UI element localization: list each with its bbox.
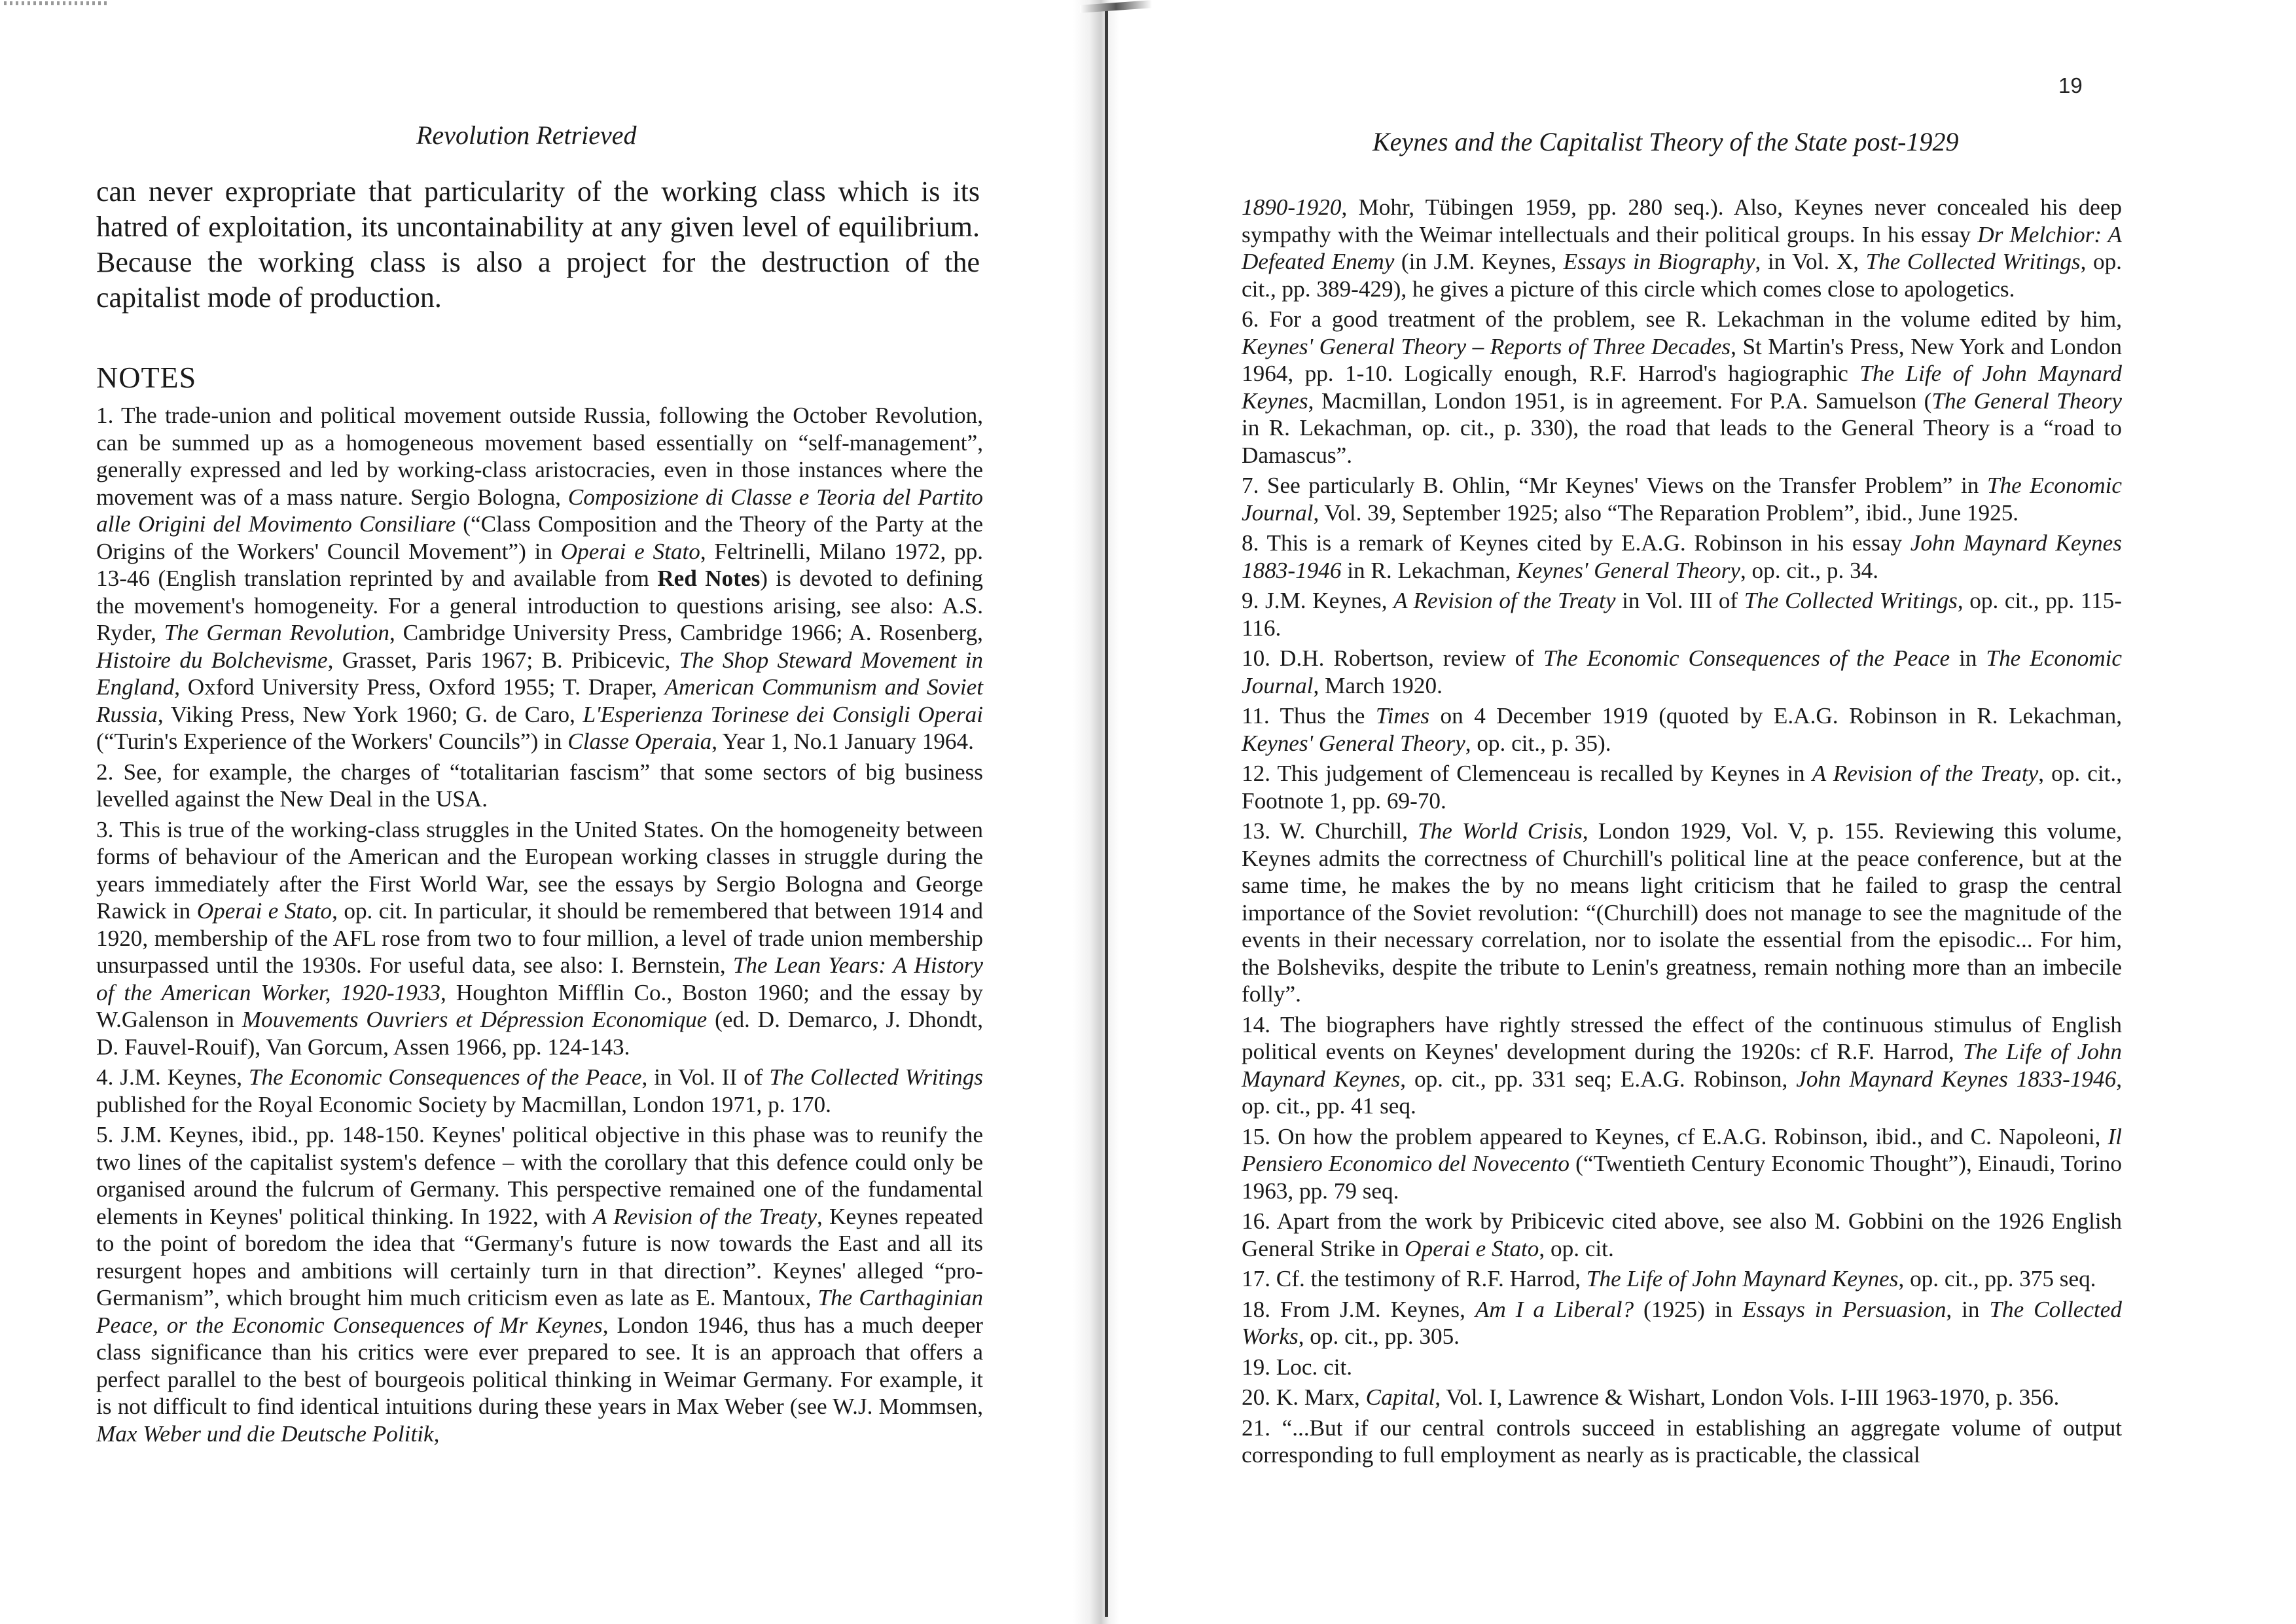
notes-heading: NOTES bbox=[96, 361, 197, 394]
note-text: , op. cit. bbox=[1539, 1235, 1614, 1261]
note-text: 16. Apart from the work by Pribicevic cited above, see also M. Gobbini on the 1926 English General Strike in bbox=[1242, 1208, 2122, 1261]
note-title: Keynes' General Theory bbox=[1516, 557, 1740, 583]
note-title: Essays in Biography bbox=[1563, 249, 1755, 274]
note-title: The Economic Consequences of the Peace bbox=[1543, 645, 1950, 671]
note bbox=[1242, 702, 2122, 757]
note-text: , op. cit., pp. 375 seq. bbox=[1898, 1266, 2096, 1291]
note-text: 21. “...But if our central controls succeed in establishing an aggregate volume of output corresponding to full employment as nearly as is practicable, the classical bbox=[1242, 1415, 2122, 1468]
note-text: , op. cit., pp. 305. bbox=[1298, 1324, 1460, 1349]
note-text: (“Class Composition and the Theory of the Party at the Origins of the Workers' Council Movement”) in bbox=[96, 511, 983, 564]
body-paragraph: can never expropriate that particularity of the working class which is its hatred of exploitation, its uncontainability at any given level of equilibrium. Because the working class is also a project for the destruction of the capitalist mode of production. bbox=[96, 175, 980, 314]
note-title: The Life of John Maynard Keynes bbox=[1242, 361, 2122, 414]
note-title: The World Crisis bbox=[1418, 818, 1583, 844]
note-text: 14. The biographers have rightly stressed the effect of the continuous stimulus of English political events on Keynes' development during the 1920s: cf R.F. Harrod, bbox=[1242, 1011, 2122, 1064]
note-title: The General Theory bbox=[1931, 388, 2122, 414]
note bbox=[1242, 306, 2122, 469]
note-text: , in bbox=[1946, 1296, 1990, 1322]
note-text: in R. Lekachman, op. cit., p. 330), the road that leads to the General Theory is a “road to Damascus”. bbox=[1242, 415, 2122, 468]
note-title: John Maynard Keynes 1883-1946 bbox=[1242, 530, 2122, 583]
note-text: , Year 1, No.1 January 1964. bbox=[711, 729, 974, 754]
note-title: Operai e Stato bbox=[196, 898, 332, 924]
note-title: The Lean Years: A History of the American Worker, 1920-1933 bbox=[96, 952, 983, 1005]
note bbox=[1242, 818, 2122, 1008]
note-text: , March 1920. bbox=[1313, 672, 1443, 698]
note-text: , London 1946, thus has a much deeper class significance than his critics were ever prepared to see. It is an approach that offers a perfect parallel to the best of bourgeois political thinking in Weimar Germany. For example, it is not difficult to find identical intuitions during these years in Max Weber (see W.J. Mommsen, bbox=[96, 1312, 984, 1419]
note-title: Mouvements Ouvriers et Dépression Economique bbox=[242, 1007, 708, 1032]
note-text: ) is devoted to defining the movement's homogeneity. For a general introduction to questions arising, see also: A.S. Ryder, bbox=[96, 566, 983, 645]
note-text: 10. D.H. Robertson, review of bbox=[1242, 645, 1543, 671]
note-text: , Grasset, Paris 1967; B. Pribicevic, bbox=[327, 647, 679, 673]
note-text: , St Martin's Press, New York and London 1964, pp. 1-10. Logically enough, R.F. Harrod's hagiographic bbox=[1242, 333, 2122, 386]
note-text: , Houghton Mifflin Co., Boston 1960; and the essay by W.Galenson in bbox=[96, 979, 983, 1032]
note-text: , Feltrinelli, Milano 1972, pp. 13-46 (English translation reprinted by and available from bbox=[96, 538, 983, 591]
note-title: John Maynard Keynes 1833-1946 bbox=[1796, 1066, 2117, 1092]
note-text: on 4 December 1919 (quoted by E.A.G. Robinson in R. Lekachman, bbox=[1429, 703, 2123, 729]
note-text: , op. cit., pp. 389-429), he gives a picture of this circle which comes close to apologetics. bbox=[1242, 249, 2122, 302]
note-text: , op. cit., pp. 41 seq. bbox=[1242, 1066, 2122, 1119]
note-text: , Keynes repeated to the point of boredom the idea that “Germany's future is now towards the East and all its resurgent hopes and ambitions will certainly turn in that direction”. Keynes' alleged “pro-Germanism”, which brought him much criticism even as late as E. Mantoux, bbox=[96, 1203, 984, 1310]
note-text: 3. This is true of the working-class struggles in the United States. On the homogeneity between forms of behaviour of the American and the European working classes in struggle during the years immediately after the First World War, see the essays by Sergio Bologna and George Rawick in bbox=[96, 816, 983, 924]
note-text: 13. W. Churchill, bbox=[1242, 818, 1418, 844]
note bbox=[1242, 1384, 2122, 1411]
note-title: 1890-1920 bbox=[1242, 194, 1342, 220]
note bbox=[1242, 194, 2122, 302]
note-title: The German Revolution bbox=[164, 620, 389, 645]
note-text: , op. cit. In particular, it should be remembered that between 1914 and 1920, membership of the AFL rose from two to four million, a level of trade union membership unsurpassed until the 1930s. For useful data, see also: I. Bernstein, bbox=[96, 898, 983, 978]
note-text: 11. Thus the bbox=[1242, 703, 1376, 729]
note-title: A Revision of the Treaty bbox=[1812, 761, 2039, 786]
note-text: published for the Royal Economic Society by Macmillan, London 1971, p. 170. bbox=[96, 1091, 831, 1117]
note-title: L'Esperienza Torinese dei Consigli Operai bbox=[583, 701, 983, 727]
note-text: (“Turin's Experience of the Workers' Councils”) in bbox=[96, 729, 568, 754]
note-title: The Collected Works bbox=[1242, 1296, 2123, 1349]
note-title: American Communism and Soviet Russia bbox=[96, 674, 983, 727]
note bbox=[1242, 1208, 2122, 1262]
note-title: The Collected Writings bbox=[769, 1064, 983, 1090]
note-text: 19. Loc. cit. bbox=[1242, 1354, 1353, 1380]
note bbox=[1242, 1354, 2122, 1381]
note-text: , op. cit., Footnote 1, pp. 69-70. bbox=[1242, 761, 2123, 814]
note-title: Times bbox=[1375, 703, 1430, 729]
note-text: , op. cit., pp. 115-116. bbox=[1242, 588, 2122, 641]
note-text: (1925) in bbox=[1634, 1296, 1743, 1322]
note-title: Keynes' General Theory – Reports of Three Decades bbox=[1242, 333, 1731, 359]
note-title: A Revision of the Treaty bbox=[592, 1203, 817, 1229]
note-title: The Life of John Maynard Keynes bbox=[1586, 1266, 1899, 1291]
note-title: Classe Operaia bbox=[567, 729, 712, 754]
note bbox=[1242, 1123, 2122, 1205]
note-emphasis: Red Notes bbox=[657, 566, 761, 591]
note-title: Essays in Persuasion bbox=[1742, 1296, 1946, 1322]
note-text: in Vol. III of bbox=[1615, 588, 1744, 613]
note-text: , in Vol. X, bbox=[1755, 249, 1866, 274]
note-title: The Life of John Maynard Keynes bbox=[1242, 1039, 2122, 1092]
note-text: , Cambridge University Press, Cambridge 1966; A. Rosenberg, bbox=[389, 620, 983, 645]
note-text: 8. This is a remark of Keynes cited by E.A.G. Robinson in his essay bbox=[1242, 530, 1910, 556]
note-title: Max Weber und die Deutsche Politik, bbox=[96, 1420, 440, 1447]
note bbox=[1242, 587, 2122, 641]
note-title: Histoire du Bolchevisme bbox=[96, 647, 328, 673]
note-text: , Viking Press, New York 1960; G. de Caro, bbox=[157, 701, 583, 727]
note bbox=[1242, 760, 2122, 814]
note-text: 7. See particularly B. Ohlin, “Mr Keynes' Views on the Transfer Problem” in bbox=[1242, 473, 1987, 498]
note-text: (“Twentieth Century Economic Thought”), Einaudi, Torino 1963, pp. 79 seq. bbox=[1242, 1151, 2122, 1204]
note-text: 20. K. Marx, bbox=[1242, 1384, 1366, 1410]
note-text: 18. From J.M. Keynes, bbox=[1242, 1296, 1475, 1322]
note-text: in R. Lekachman, bbox=[1341, 557, 1517, 583]
note bbox=[1242, 530, 2122, 584]
note-text: (in J.M. Keynes, bbox=[1394, 249, 1564, 274]
note-title: Dr Melchior: A Defeated Enemy bbox=[1242, 221, 2122, 274]
note-title: The Economic Consequences of the Peace bbox=[248, 1064, 642, 1090]
note-title: Am I a Liberal? bbox=[1475, 1296, 1634, 1322]
note-text: , in Vol. II of bbox=[641, 1064, 770, 1090]
note-text: , op. cit., p. 34. bbox=[1740, 557, 1879, 583]
note bbox=[1242, 1296, 2122, 1350]
note-text: in bbox=[1950, 645, 1986, 671]
note-text: , London 1929, Vol. V, p. 155. Reviewing this volume, Keynes admits the correctness of Churchill's political line at the peace conference, but at the same time, he makes the by no means light criticism that he failed to grasp the central importance of the Soviet revolution: “(Churchill) does not manage to see the magnitude of the events in their necessary correlation, nor to isolate the essential from the episodic... For him, the Bolsheviks, despite the tribute to Lenin's greatness, remain nothing more than an imbecile folly”. bbox=[1242, 818, 2122, 1007]
note-text: , op. cit., p. 35). bbox=[1465, 730, 1611, 756]
note-text: 15. On how the problem appeared to Keynes, cf E.A.G. Robinson, ibid., and C. Napoleoni, bbox=[1242, 1123, 2108, 1149]
note-text: , op. cit., pp. 331 seq; E.A.G. Robinson, bbox=[1400, 1066, 1797, 1092]
note-text: (ed. D. Demarco, J. Dhondt, D. Fauvel-Rouif), Van Gorcum, Assen 1966, pp. 124-143. bbox=[96, 1007, 984, 1060]
note-title: Keynes' General Theory bbox=[1242, 730, 1465, 756]
page-number: 19 bbox=[2058, 73, 2083, 98]
note-title: A Revision of the Treaty bbox=[1393, 588, 1616, 613]
note bbox=[1242, 472, 2122, 526]
note-text: , Vol. 39, September 1925; also “The Reparation Problem”, ibid., June 1925. bbox=[1313, 499, 2019, 526]
note bbox=[1242, 1415, 2122, 1469]
note-title: Capital bbox=[1365, 1384, 1435, 1410]
note bbox=[1242, 1265, 2122, 1293]
note-text: 6. For a good treatment of the problem, see R. Lekachman in the volume edited by him, bbox=[1242, 306, 2122, 332]
note-text: 1. The trade-union and political movement outside Russia, following the October Revolution, can be summed up as a homogeneous movement based essentially on “self-management”, generally expressed and led by working-class aristocracies, even in those instances where the movement was of a mass nature. Sergio Bologna, bbox=[96, 403, 983, 510]
note bbox=[1242, 645, 2122, 699]
note-title: The Collected Writings bbox=[1865, 249, 2081, 274]
note-title: The Collected Writings bbox=[1744, 588, 1958, 613]
left-running-head: Revolution Retrieved bbox=[416, 120, 637, 150]
right-notes-column bbox=[1242, 194, 2122, 1472]
note-title: Operai e Stato bbox=[560, 538, 700, 564]
note-title: The Carthaginian Peace, or the Economic Consequences of Mr Keynes bbox=[96, 1285, 983, 1338]
note-text: , Macmillan, London 1951, is in agreement. For P.A. Samuelson ( bbox=[1308, 388, 1932, 414]
note-text: , Mohr, Tübingen 1959, pp. 280 seq.). Also, Keynes never concealed his deep sympathy with the Weimar intellectuals and their political groups. In his essay bbox=[1242, 194, 2122, 247]
note-title: The Economic Journal bbox=[1242, 645, 2123, 698]
note-title: The Economic Journal bbox=[1242, 473, 2123, 526]
note-text: , Vol. I, Lawrence & Wishart, London Vols. I-III 1963-1970, p. 356. bbox=[1435, 1384, 2060, 1410]
note-text: 4. J.M. Keynes, bbox=[96, 1064, 249, 1090]
note-text: 9. J.M. Keynes, bbox=[1242, 588, 1394, 613]
note-title: Operai e Stato bbox=[1405, 1235, 1539, 1261]
note-text: , Oxford University Press, Oxford 1955; T. Draper, bbox=[174, 674, 665, 700]
note-text: 17. Cf. the testimony of R.F. Harrod, bbox=[1242, 1266, 1587, 1291]
note bbox=[1242, 1011, 2122, 1120]
note-title: Il Pensiero Economico del Novecento bbox=[1242, 1123, 2122, 1176]
note-title: The Shop Steward Movement in England bbox=[96, 647, 984, 700]
right-running-head: Keynes and the Capitalist Theory of the State post-1929 bbox=[1372, 127, 1959, 156]
note-title: Composizione di Classe e Teoria del Partito alle Origini del Movimento Consiliare bbox=[96, 484, 984, 537]
note-text: 12. This judgement of Clemenceau is recalled by Keynes in bbox=[1242, 761, 1812, 786]
note-text: 2. See, for example, the charges of “totalitarian fascism” that some sectors of big business levelled against the New Deal in the USA. bbox=[96, 759, 983, 812]
note-text: 5. J.M. Keynes, ibid., pp. 148-150. Keynes' political objective in this phase was to reunify the two lines of the capitalist system's defence – with the corollary that this defence could only be organised around the fulcrum of Germany. This perspective remained one of the fundamental elements in Keynes' political thinking. In 1922, with bbox=[96, 1122, 983, 1229]
